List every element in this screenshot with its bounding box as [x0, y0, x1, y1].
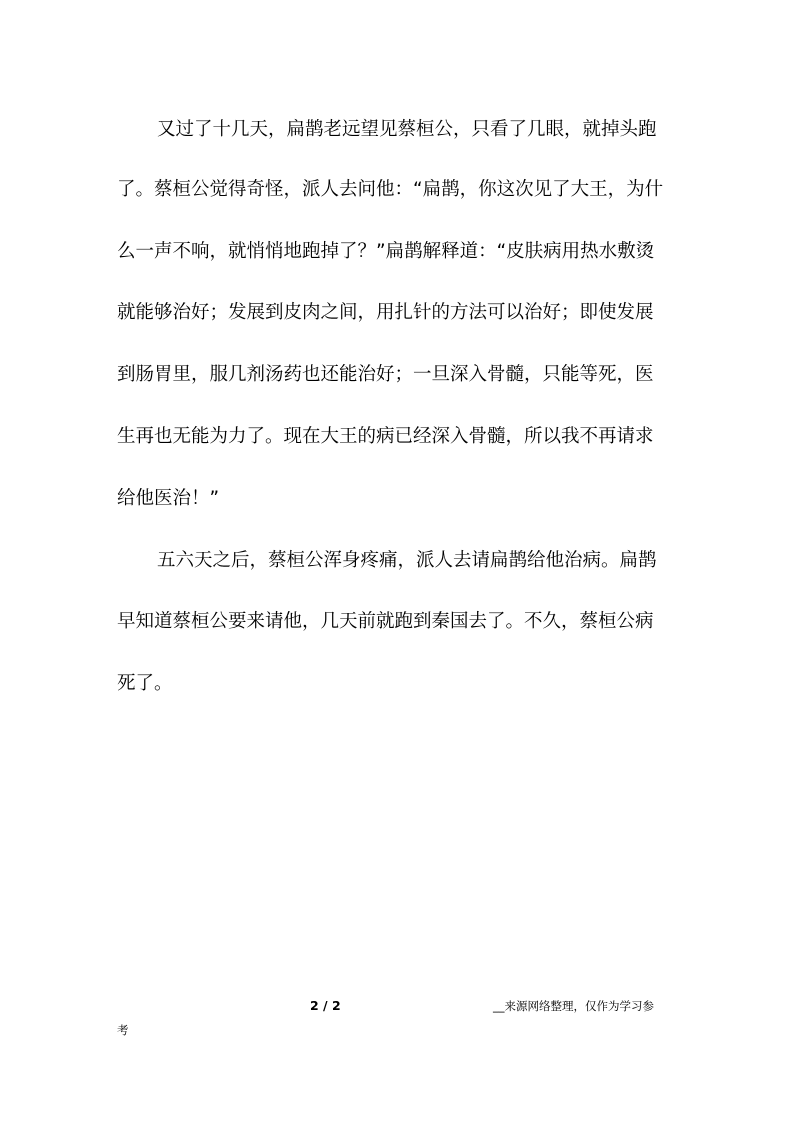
paragraph-1-line-5: 到肠胃里，服几剂汤药也还能治好；一旦深入骨髓，只能等死，医: [117, 364, 654, 385]
paragraph-1-line-1: 又过了十几天，扁鹊老远望见蔡桓公，只看了几眼，就掉头跑: [157, 119, 657, 140]
page-number: 2 / 2: [310, 998, 341, 1013]
paragraph-2-line-2: 早知道蔡桓公要来请他，几天前就跑到秦国去了。不久，蔡桓公病: [117, 611, 654, 632]
paragraph-1-line-3: 么一声不响，就悄悄地跑掉了？”扁鹊解释道：“皮肤病用热水敷烫: [117, 241, 655, 262]
source-note: __来源网络整理，仅作为学习参: [493, 999, 654, 1013]
paragraph-1-line-4: 就能够治好；发展到皮肉之间，用扎针的方法可以治好；即使发展: [117, 302, 654, 323]
paragraph-1-line-2: 了。蔡桓公觉得奇怪，派人去问他：“扁鹊，你这次见了大王，为什: [117, 179, 664, 200]
paragraph-2-line-1: 五六天之后，蔡桓公浑身疼痛，派人去请扁鹊给他治病。扁鹊: [157, 550, 657, 571]
source-note-continued: 考: [117, 1023, 129, 1037]
paragraph-1-line-6: 生再也无能为力了。现在大王的病已经深入骨髓，所以我不再请求: [117, 426, 654, 447]
paragraph-1-line-7: 给他医治！”: [117, 488, 220, 509]
paragraph-2-line-3: 死了。: [117, 673, 173, 694]
